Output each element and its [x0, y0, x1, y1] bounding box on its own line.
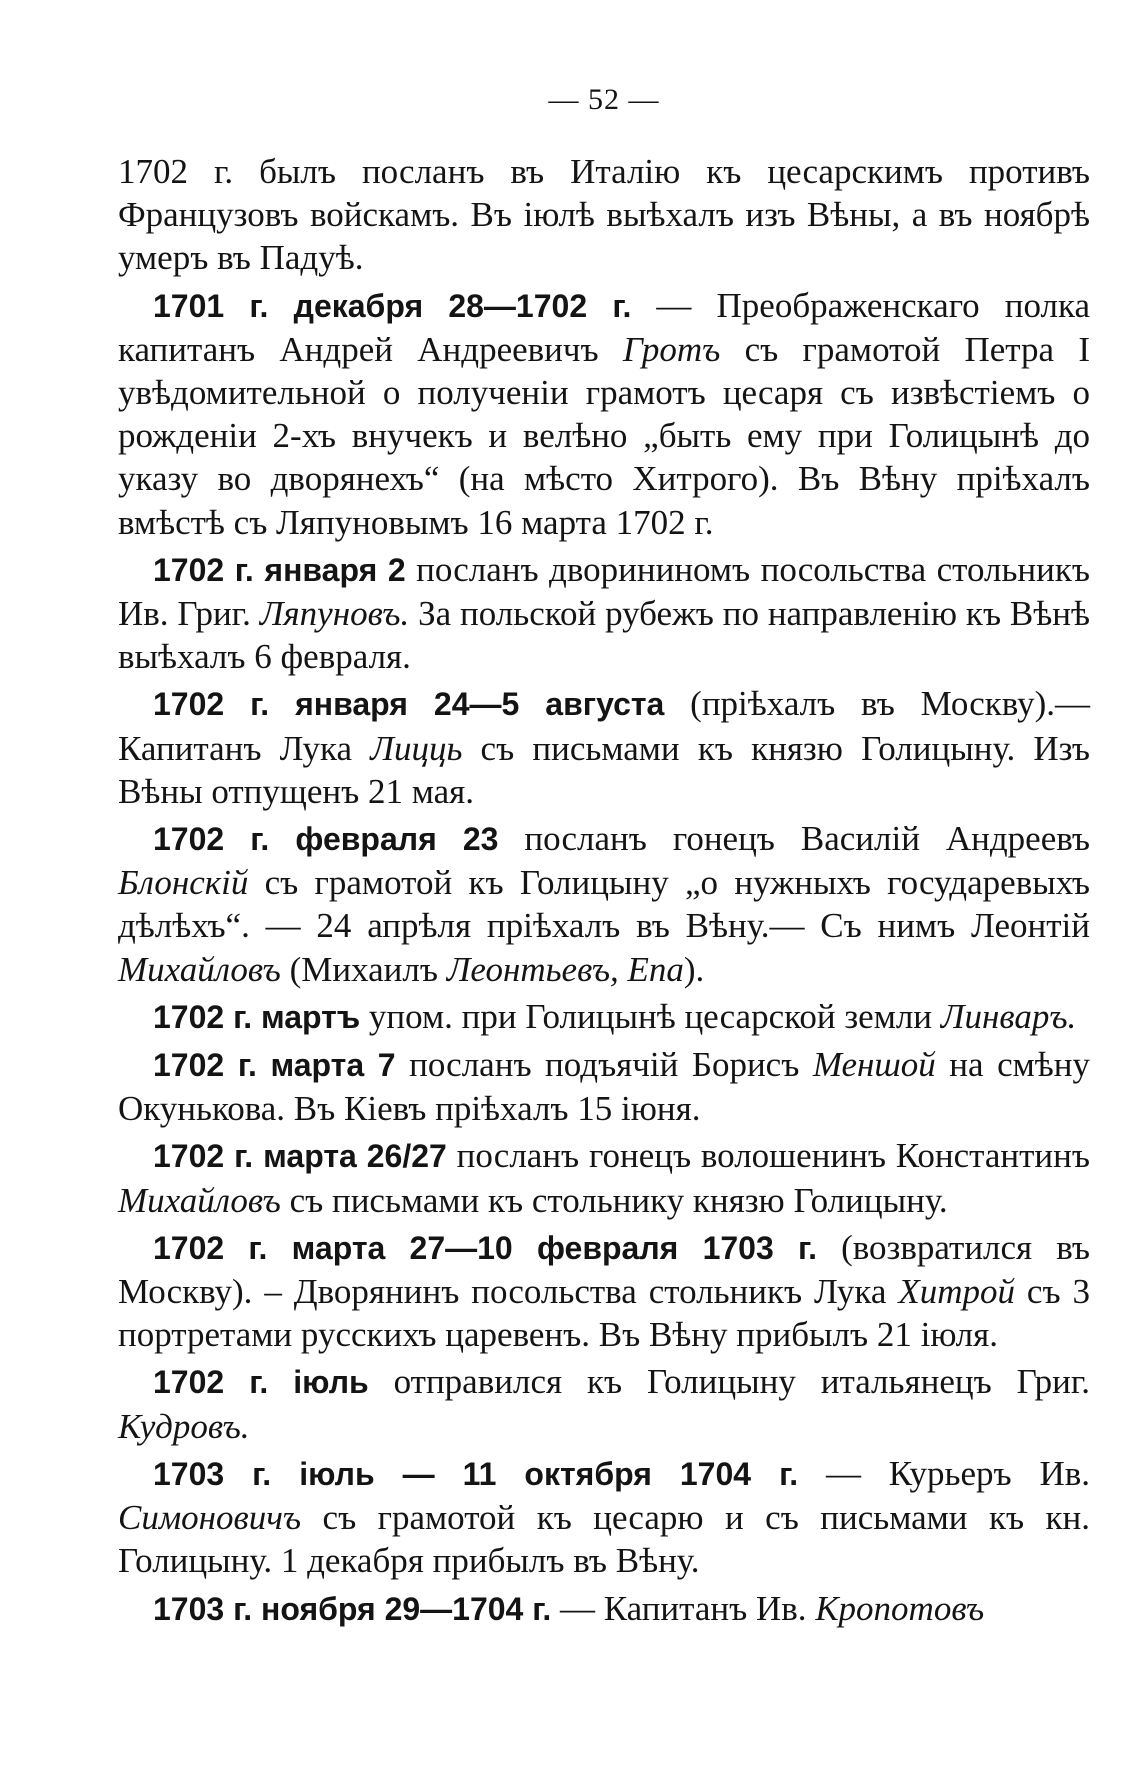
entry-list	[118, 150, 1090, 1631]
person-name: Линваръ.	[940, 996, 1077, 1036]
entry-date: 1702 г. марта 7	[153, 1047, 396, 1084]
entry-date: 1703 г. ноября 29—1704 г.	[153, 1590, 552, 1627]
entry-date: 1703 г. іюль — 11 октября 1704 г.	[153, 1455, 799, 1492]
person-name: Леонтьевъ, Епа	[446, 949, 684, 989]
entry-date: 1702 г. января 2	[153, 551, 406, 588]
entry-date: 1702 г. февраля 23	[153, 821, 499, 858]
person-name: Михайловъ	[118, 949, 281, 989]
person-name: Михайловъ	[118, 1180, 281, 1220]
entry-date: 1702 г. марта 27—10 февраля 1703 г.	[153, 1229, 818, 1266]
document-page	[118, 80, 1090, 1635]
chronicle-entry	[118, 548, 1090, 679]
page-number: — 52 —	[548, 83, 660, 116]
chronicle-entry	[118, 1452, 1090, 1583]
chronicle-entry	[118, 995, 1090, 1039]
person-name: Ляпуновъ.	[259, 594, 410, 634]
entry-text: — Преображенскаго полка капитанъ Андрей Андреевичъ	[118, 285, 1090, 369]
entry-text: За польской рубежъ по направленію къ Вѣнѣ выѣхалъ 6 февраля.	[118, 594, 1090, 677]
entry-text: съ письмами къ князю Голицыну. Изъ Вѣны отпущенъ 21 мая.	[118, 728, 1090, 811]
entry-text: посланъ гонецъ волошенинъ Константинъ	[446, 1136, 1090, 1176]
entry-text: — Капитанъ Ив.	[551, 1588, 816, 1628]
entry-text: съ 3 портретами русскихъ царевенъ. Въ Вѣну прибылъ 21 іюля.	[118, 1272, 1090, 1355]
entry-text: (Михаилъ	[280, 949, 447, 989]
chronicle-entry	[118, 1587, 1090, 1631]
person-name: Лицць	[370, 728, 463, 768]
entry-text: съ грамотой къ Голицыну „о нужныхъ государевыхъ дѣлѣхъ“. — 24 апрѣля пріѣхалъ въ Вѣну.— Съ нимъ Леонтій	[118, 863, 1090, 946]
person-name: Гротъ	[622, 329, 721, 369]
entry-text: съ грамотой къ цесарю и съ письмами къ кн. Голицыну. 1 декабря прибылъ въ Вѣну.	[118, 1498, 1090, 1581]
entry-date: 1701 г. декабря 28—1702 г.	[153, 287, 632, 324]
chronicle-entry	[118, 150, 1090, 280]
entry-text: съ письмами къ стольнику князю Голицыну.	[280, 1180, 948, 1220]
entry-text: ).	[683, 949, 705, 989]
chronicle-entry	[118, 1360, 1090, 1447]
chronicle-entry	[118, 682, 1090, 813]
entry-date: 1702 г. іюль	[153, 1364, 369, 1401]
entry-text: посланъ гонецъ Василій Андреевъ	[498, 819, 1091, 859]
person-name: Кропотовъ	[815, 1588, 985, 1628]
chronicle-entry	[118, 284, 1090, 544]
person-name: Хитрой	[898, 1272, 1015, 1312]
entry-text: посланъ подъячій Борисъ	[395, 1045, 813, 1085]
entry-date: 1702 г. мартъ	[153, 998, 361, 1035]
chronicle-entry	[118, 817, 1090, 991]
entry-text: посланъ дворининомъ посольства стольникъ Ив. Григ.	[118, 549, 1090, 634]
entry-text: 1702 г. былъ посланъ въ Италію къ цесарскимъ противъ Французовъ войскамъ. Въ іюлѣ выѣхалъ изъ Вѣны, а въ ноябрѣ умеръ въ Падуѣ.	[118, 152, 1090, 278]
entry-text: — Курьеръ Ив.	[798, 1453, 1091, 1493]
person-name: Симоновичъ	[118, 1498, 302, 1538]
entry-text: отправился къ Голицыну итальянецъ Григ.	[368, 1362, 1090, 1402]
chronicle-entry	[118, 1134, 1090, 1221]
entry-text: упом. при Голицынѣ цесарской земли	[360, 996, 941, 1036]
person-name: Меншой	[812, 1045, 936, 1085]
entry-text: (возвратился въ Москву). – Дворянинъ посольства стольникъ Лука	[118, 1227, 1090, 1312]
entry-text: (пріѣхалъ въ Москву).— Капитанъ Лука	[118, 684, 1091, 768]
person-name: Кудровъ.	[118, 1406, 250, 1446]
chronicle-entry	[118, 1043, 1090, 1130]
person-name: Блонскій	[118, 863, 249, 903]
entry-date: 1702 г. марта 26/27	[153, 1138, 447, 1175]
entry-text: съ грамотой Петра I увѣдомительной о полученіи грамотъ цесаря съ извѣстіемъ о рожденіи 2-хъ внучекъ и велѣно „быть ему при Голицынѣ до указу во дворянехъ“ (на мѣсто Хитрого). Въ Вѣну пріѣхалъ вмѣстѣ съ Ляпуновымъ 16 марта 1702 г.	[118, 329, 1091, 542]
entry-date: 1702 г. января 24—5 августа	[153, 686, 665, 723]
chronicle-entry	[118, 1226, 1090, 1357]
entry-text: на смѣну Окунькова. Въ Кіевъ пріѣхалъ 15 іюня.	[118, 1045, 1090, 1129]
